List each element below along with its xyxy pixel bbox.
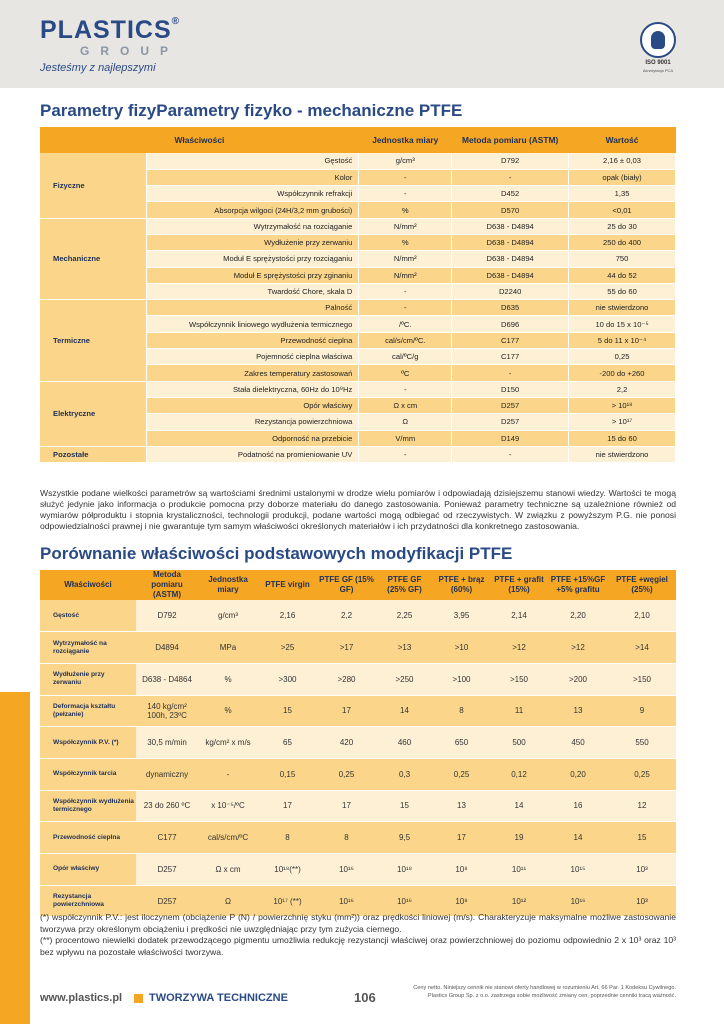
group-label: Fizyczne [40, 153, 147, 218]
comparison-method: D4894 [136, 632, 198, 664]
property-value: opak (biały) [569, 169, 676, 185]
property-method: C177 [452, 349, 569, 365]
property-unit: N/mm² [359, 267, 452, 283]
comparison-value: 0,25 [317, 758, 376, 790]
comparison-row [40, 822, 676, 854]
property-value: 10 do 15 x 10⁻⁵ [569, 316, 676, 332]
property-method: C177 [452, 332, 569, 348]
property-unit: % [359, 202, 452, 218]
property-unit: V/mm [359, 430, 452, 446]
comparison-header-cell: PTFE +węgiel (25%) [608, 570, 676, 600]
comparison-value: 9 [608, 695, 676, 727]
property-name: Moduł E sprężystości przy zginaniu [147, 267, 359, 283]
comparison-value: 19 [490, 822, 548, 854]
comparison-property: Gęstość [40, 600, 136, 632]
comparison-value: >13 [376, 632, 433, 664]
comparison-value: 0,25 [433, 758, 490, 790]
page-number: 106 [354, 990, 376, 1005]
comparison-method: C177 [136, 822, 198, 854]
comparison-body [40, 600, 676, 917]
property-unit: N/mm² [359, 218, 452, 234]
property-unit: % [359, 234, 452, 250]
header-cell: Metoda pomiaru (ASTM) [452, 127, 569, 153]
comparison-value: 0,25 [608, 758, 676, 790]
comparison-unit: x 10⁻⁵/ºC [198, 790, 258, 822]
group-label: Mechaniczne [40, 218, 147, 299]
comparison-method: D638 - D4864 [136, 663, 198, 695]
comparison-method: D257 [136, 885, 198, 917]
comparison-value: 10⁸ [433, 885, 490, 917]
comparison-property: Współczynnik P.V. (*) [40, 727, 136, 759]
ptfe-comparison-table [40, 570, 676, 917]
comparison-header-cell: Metoda pomiaru (ASTM) [136, 570, 198, 600]
comparison-value: >12 [548, 632, 608, 664]
property-name: Pojemność cieplna właściwa [147, 349, 359, 365]
comparison-method: D792 [136, 600, 198, 632]
comparison-unit: Ω [198, 885, 258, 917]
comparison-row [40, 632, 676, 664]
company-logo [40, 16, 240, 80]
comparison-row [40, 758, 676, 790]
comparison-unit: g/cm³ [198, 600, 258, 632]
property-value: 2,16 ± 0,03 [569, 153, 676, 169]
comparison-value: 8 [317, 822, 376, 854]
comparison-value: >250 [376, 663, 433, 695]
comparison-value: 15 [608, 822, 676, 854]
comparison-value: 10¹⁶ [548, 885, 608, 917]
comparison-value: >150 [490, 663, 548, 695]
footnote-pigment: (**) procentowo niewielki dodatek przewodzącego pigmentu umożliwia redukcję rezystancji właściwej oraz powierzchniowej do poziomu odpowiednio 2 x 10³ oraz 10³ bez wpływu na pozostałe właściwości tworzywa. [40, 935, 676, 957]
comparison-unit: cal/s/cm/ºC [198, 822, 258, 854]
comparison-value: 0,3 [376, 758, 433, 790]
comparison-unit: % [198, 695, 258, 727]
property-unit: - [359, 446, 452, 462]
property-name: Rezystancja powierzchniowa [147, 414, 359, 430]
comparison-unit: % [198, 663, 258, 695]
comparison-value: 0,12 [490, 758, 548, 790]
property-value: 750 [569, 251, 676, 267]
iso-seal-icon [640, 22, 676, 58]
comparison-value: 13 [548, 695, 608, 727]
property-name: Współczynnik liniowego wydłużenia termicznego [147, 316, 359, 332]
comparison-value: 10¹¹ [490, 854, 548, 886]
comparison-value: 17 [317, 695, 376, 727]
property-unit: g/cm³ [359, 153, 452, 169]
group-label: Elektryczne [40, 381, 147, 446]
comparison-value: 2,10 [608, 600, 676, 632]
comparison-row [40, 663, 676, 695]
comparison-value: >100 [433, 663, 490, 695]
comparison-value: 14 [490, 790, 548, 822]
comparison-property: Deformacja kształtu (pełzanie) [40, 695, 136, 727]
property-method: D638 - D4894 [452, 251, 569, 267]
property-unit: Ω [359, 414, 452, 430]
property-method: - [452, 169, 569, 185]
comparison-value: 10¹⁸(**) [258, 854, 317, 886]
comparison-value: 10³ [608, 885, 676, 917]
property-method: D696 [452, 316, 569, 332]
footer-disclaimer [406, 985, 676, 1000]
comparison-value: 10¹⁶ [376, 885, 433, 917]
property-name: Kolor [147, 169, 359, 185]
header-cell: Jednostka miary [359, 127, 452, 153]
property-name: Twardość Chore, skala D [147, 283, 359, 299]
comparison-value: 14 [548, 822, 608, 854]
property-unit: - [359, 169, 452, 185]
property-value: > 10¹⁸ [569, 397, 676, 413]
property-unit: - [359, 283, 452, 299]
property-unit: N/mm² [359, 251, 452, 267]
section1-title: Parametry fizyParametry fizyko - mechaniczne PTFE [40, 101, 463, 120]
comparison-row [40, 600, 676, 632]
comparison-header-row [40, 570, 676, 600]
footnote-pv: (*) współczynnik P.V.: jest iloczynem (obciążenie P (N) / powierzchnię styku (mm²)) oraz prędkości liniowej (m/s). Charakteryzuje maksymalne możliwe zastosowanie tworzywa przy określonym obciążeniu i prędkości nie uwzględniając przy tym zużycia ciernego. [40, 912, 676, 934]
comparison-value: 10³ [608, 854, 676, 886]
footer-category: TWORZYWA TECHNICZNE [149, 992, 288, 1004]
property-method: D792 [452, 153, 569, 169]
footnotes [40, 912, 676, 958]
property-unit: cal/s/cm/ºC. [359, 332, 452, 348]
comparison-value: 10¹⁷ (**) [258, 885, 317, 917]
comparison-value: 10¹⁸ [376, 854, 433, 886]
comparison-value: 2,16 [258, 600, 317, 632]
property-unit: /ºC. [359, 316, 452, 332]
comparison-value: 10¹⁶ [317, 854, 376, 886]
iso-label: ISO 9001 [645, 60, 671, 66]
comparison-row [40, 727, 676, 759]
property-name: Moduł E sprężystości przy rozciąganiu [147, 251, 359, 267]
comparison-value: >14 [608, 632, 676, 664]
property-value: 25 do 30 [569, 218, 676, 234]
property-unit: Ω x cm [359, 397, 452, 413]
comparison-property: Opór właściwy [40, 854, 136, 886]
property-unit: cal/ºC/g [359, 349, 452, 365]
comparison-value: 12 [608, 790, 676, 822]
comparison-unit: MPa [198, 632, 258, 664]
property-method: D257 [452, 397, 569, 413]
comparison-value: 15 [258, 695, 317, 727]
logo-tagline: Jesteśmy z najlepszymi [40, 62, 156, 74]
comparison-value: 0,20 [548, 758, 608, 790]
property-value: nie stwierdzono [569, 446, 676, 462]
iso-sub: Akredytacja PCA [642, 68, 674, 73]
property-method: D638 - D4894 [452, 218, 569, 234]
comparison-header-cell: PTFE + brąz (60%) [433, 570, 490, 600]
comparison-property: Współczynnik tarcia [40, 758, 136, 790]
property-method: D638 - D4894 [452, 267, 569, 283]
property-value: 0,25 [569, 349, 676, 365]
comparison-value: 460 [376, 727, 433, 759]
header-cell: Właściwości [40, 127, 359, 153]
logo-word: PLASTICS [40, 16, 172, 44]
comparison-value: 17 [317, 790, 376, 822]
comparison-value: >25 [258, 632, 317, 664]
comparison-unit: Ω x cm [198, 854, 258, 886]
property-unit: - [359, 381, 452, 397]
property-name: Zakres temperatury zastosowań [147, 365, 359, 381]
disclaimer-paragraph: Wszystkie podane wielkości parametrów są wartościami średnimi ustalonymi w drodze wielu pomiarów i odpowiadają dzisiejszemu stanowi wiedzy. Wartości te mogą służyć jedynie jako informacja o produkcie pomocna przy doborze materiału do danego zastosowania. Ponieważ parametry techniczne są uzależnione również od wymiarów półproduktu i stopnia krystaliczności, technologii produkcji, podane wartości mogą odbiegać od rzeczywistych. W związku z powyższym P.G. nie ponosi odpowiedzialności prawnej i nie gwarantuje tym samym właściwości określonych materiałów i ich przydatności dla konkretnego zastosowania. [40, 488, 676, 531]
comparison-value: 2,14 [490, 600, 548, 632]
property-unit: - [359, 186, 452, 202]
property-value: 5 do 11 x 10⁻⁴ [569, 332, 676, 348]
property-method: - [452, 446, 569, 462]
property-value: 1,35 [569, 186, 676, 202]
comparison-row [40, 854, 676, 886]
footer-disclaimer-line: Plastics Group Sp. z o.o. zastrzega sobie możliwość zmiany cen, poprzednie cenniki tracą ważność. [427, 992, 676, 999]
table-row [40, 218, 676, 234]
comparison-header-cell: Właściwości [40, 570, 136, 600]
table-row [40, 153, 676, 169]
comparison-property: Wydłużenie przy zerwaniu [40, 663, 136, 695]
comparison-header-cell: PTFE GF (25% GF) [376, 570, 433, 600]
property-method: D570 [452, 202, 569, 218]
property-value: -200 do +260 [569, 365, 676, 381]
property-method: D2240 [452, 283, 569, 299]
comparison-property: Wytrzymałość na rozciąganie [40, 632, 136, 664]
properties-body [40, 153, 676, 463]
property-method: D452 [452, 186, 569, 202]
property-name: Wydłużenie przy zerwaniu [147, 234, 359, 250]
logo-group: GROUP [80, 44, 180, 58]
property-name: Absorpcja wilgoci (24H/3,2 mm grubości) [147, 202, 359, 218]
table-row [40, 381, 676, 397]
comparison-value: 450 [548, 727, 608, 759]
property-unit: ºC [359, 365, 452, 381]
property-value: 55 do 60 [569, 283, 676, 299]
comparison-header-cell: PTFE + grafit (15%) [490, 570, 548, 600]
comparison-method: dynamiczny [136, 758, 198, 790]
comparison-value: 10¹⁶ [317, 885, 376, 917]
comparison-value: 10⁸ [433, 854, 490, 886]
comparison-row [40, 695, 676, 727]
comparison-header-cell: PTFE virgin [258, 570, 317, 600]
comparison-value: 65 [258, 727, 317, 759]
comparison-value: 15 [376, 790, 433, 822]
comparison-value: 8 [258, 822, 317, 854]
property-method: D149 [452, 430, 569, 446]
comparison-unit: - [198, 758, 258, 790]
section2-title: Porównanie właściwości podstawowych modyfikacji PTFE [40, 544, 513, 563]
comparison-value: 14 [376, 695, 433, 727]
property-name: Wytrzymałość na rozciąganie [147, 218, 359, 234]
comparison-value: 2,20 [548, 600, 608, 632]
property-name: Przewodność cieplna [147, 332, 359, 348]
comparison-method: 30,5 m/min [136, 727, 198, 759]
header-cell: Wartość [569, 127, 676, 153]
comparison-row [40, 790, 676, 822]
property-value: 15 do 60 [569, 430, 676, 446]
group-label: Termiczne [40, 300, 147, 381]
page-header [0, 0, 724, 88]
property-name: Stała dielektryczna, 60Hz do 10⁹Hz [147, 381, 359, 397]
comparison-value: 9,5 [376, 822, 433, 854]
comparison-value: 16 [548, 790, 608, 822]
comparison-value: 10¹² [490, 885, 548, 917]
comparison-value: 17 [258, 790, 317, 822]
comparison-value: >300 [258, 663, 317, 695]
comparison-value: >280 [317, 663, 376, 695]
side-accent-strip [0, 692, 30, 1024]
comparison-value: 13 [433, 790, 490, 822]
comparison-value: >17 [317, 632, 376, 664]
property-name: Współczynnik refrakcji [147, 186, 359, 202]
comparison-property: Rezystancja powierzchniowa [40, 885, 136, 917]
comparison-method: D257 [136, 854, 198, 886]
comparison-header-cell: Jednostka miary [198, 570, 258, 600]
comparison-value: 8 [433, 695, 490, 727]
table-row [40, 300, 676, 316]
footer-disclaimer-line: Ceny netto. Niniejszy cennik nie stanowi oferty handlowej w rozumieniu Art. 66 Par. 1 Kodeksu Cywilnego. [413, 985, 676, 991]
footer-website: www.plastics.pl [40, 992, 123, 1004]
property-value: 44 do 52 [569, 267, 676, 283]
property-name: Gęstość [147, 153, 359, 169]
comparison-value: 10¹⁵ [548, 854, 608, 886]
property-name: Opór właściwy [147, 397, 359, 413]
property-method: D257 [452, 414, 569, 430]
comparison-value: 2,2 [317, 600, 376, 632]
comparison-value: 500 [490, 727, 548, 759]
comparison-value: 550 [608, 727, 676, 759]
comparison-value: >200 [548, 663, 608, 695]
table-row [40, 446, 676, 462]
comparison-header-cell: PTFE GF (15% GF) [317, 570, 376, 600]
property-value: 250 do 400 [569, 234, 676, 250]
comparison-value: 17 [433, 822, 490, 854]
property-value: nie stwierdzono [569, 300, 676, 316]
comparison-unit: kg/cm² x m/s [198, 727, 258, 759]
property-method: - [452, 365, 569, 381]
property-name: Odporność na przebicie [147, 430, 359, 446]
comparison-method: 23 do 260 ºC [136, 790, 198, 822]
comparison-value: 0,15 [258, 758, 317, 790]
property-method: D638 - D4894 [452, 234, 569, 250]
property-method: D150 [452, 381, 569, 397]
comparison-value: >150 [608, 663, 676, 695]
table-header-row [40, 127, 676, 153]
comparison-value: 420 [317, 727, 376, 759]
property-unit: - [359, 300, 452, 316]
comparison-header-cell: PTFE +15%GF +5% grafitu [548, 570, 608, 600]
logo-reg: ® [171, 16, 180, 27]
property-value: > 10¹⁷ [569, 414, 676, 430]
comparison-property: Współczynnik wydłużenia termicznego [40, 790, 136, 822]
property-name: Podatność na promieniowanie UV [147, 446, 359, 462]
comparison-value: >12 [490, 632, 548, 664]
comparison-value: 2,25 [376, 600, 433, 632]
property-value: 2,2 [569, 381, 676, 397]
footer-square-icon [134, 994, 143, 1003]
ptfe-properties-table [40, 127, 676, 463]
comparison-property: Przewodność cieplna [40, 822, 136, 854]
comparison-value: 3,95 [433, 600, 490, 632]
group-label: Pozostałe [40, 446, 147, 462]
comparison-value: 11 [490, 695, 548, 727]
property-name: Palność [147, 300, 359, 316]
property-method: D635 [452, 300, 569, 316]
comparison-method: 140 kg/cm² 100h, 23ºC [136, 695, 198, 727]
comparison-value: 650 [433, 727, 490, 759]
comparison-value: >10 [433, 632, 490, 664]
property-value: <0,01 [569, 202, 676, 218]
